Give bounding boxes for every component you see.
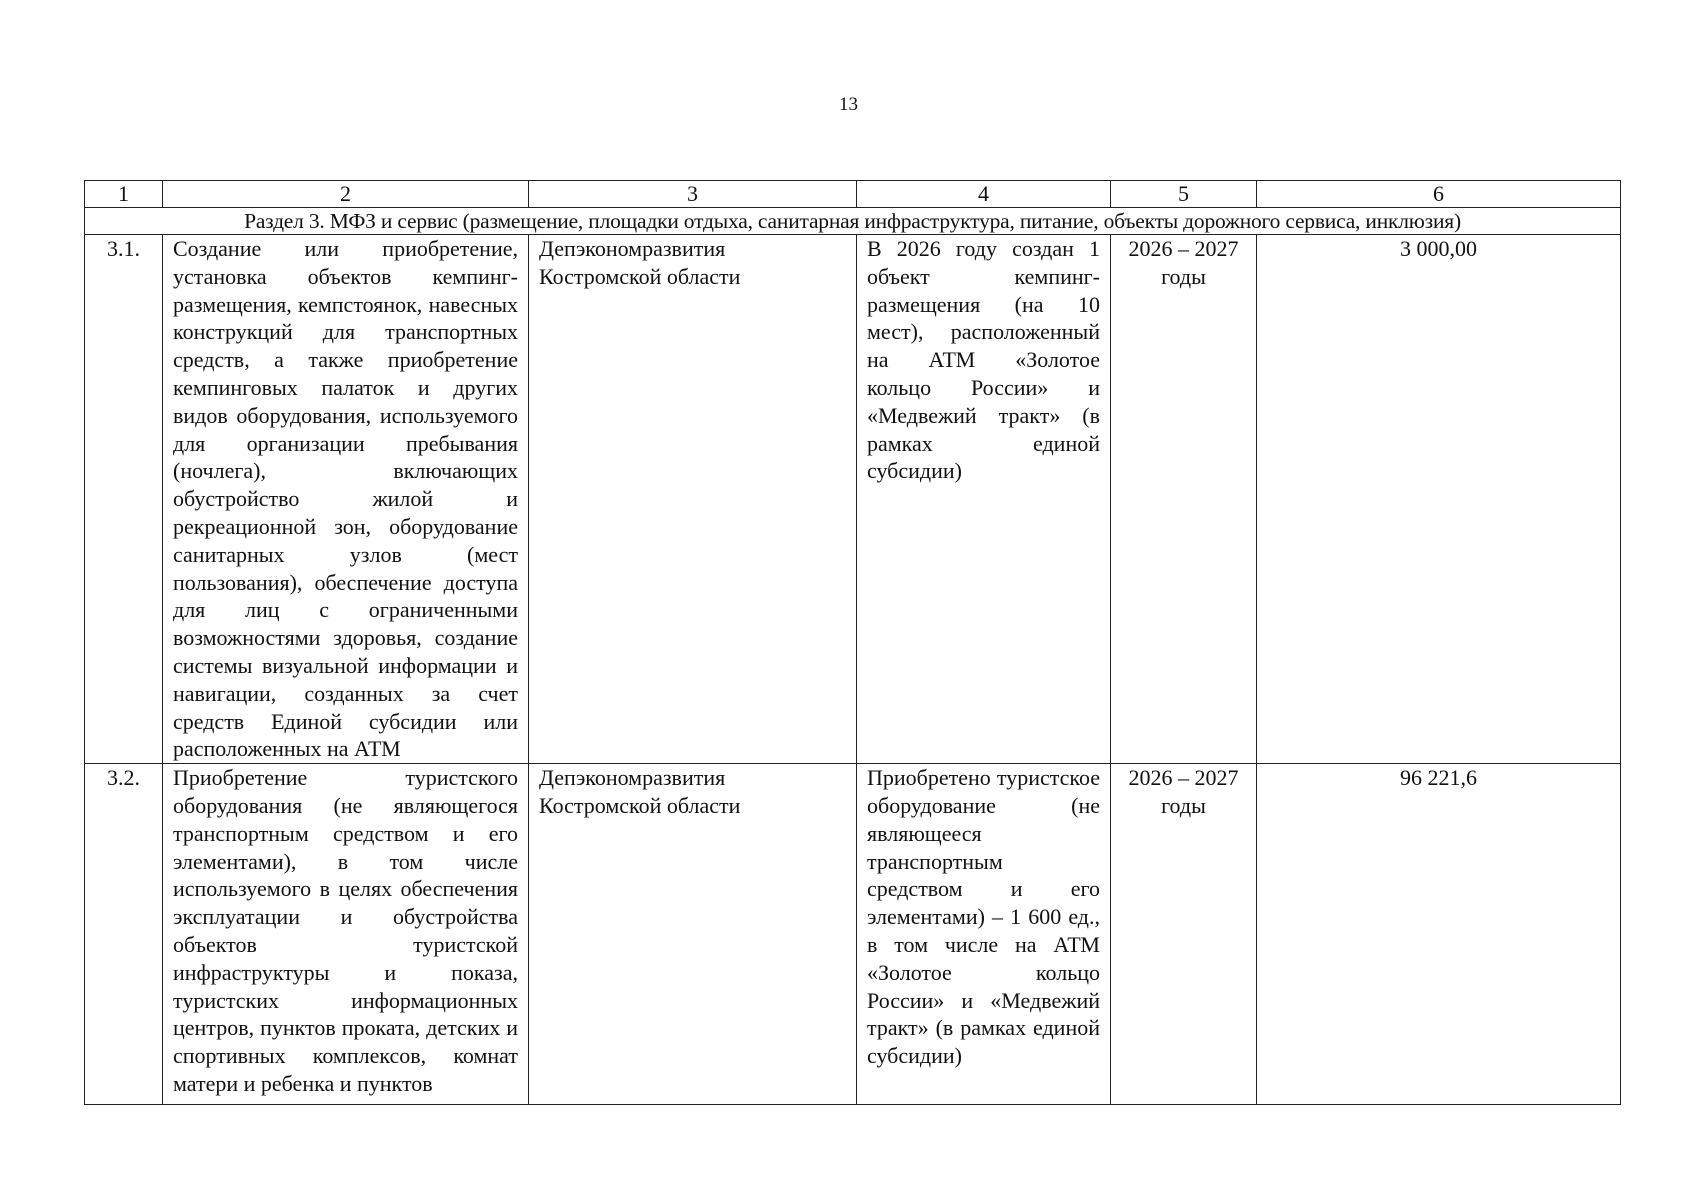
activity-description-cell xyxy=(163,764,529,1105)
column-number-2: 2 xyxy=(163,181,529,208)
implementation-period: 2026 – 2027 годы xyxy=(1111,235,1257,764)
implementation-period: 2026 – 2027 годы xyxy=(1111,764,1257,1105)
row-number: 3.1. xyxy=(85,235,163,764)
column-number-1: 1 xyxy=(85,181,163,208)
activity-description: Создание или приобретение, установка объектов кемпинг-размещения, кемпстоянок, навесных конструкций для транспортных средств, а также приобретение кемпинговых палаток и других видов оборудования, используемого для организации пребывания (ночлега), включающих обустройство жилой и рекреационной зон, оборудование санитарных узлов (мест пользования), обеспечение доступа для лиц с ограниченными возможностями здоровья, создание системы визуальной информации и навигации, созданных за счет средств Единой субсидии или расположенных на АТМ xyxy=(163,235,529,764)
column-number-6: 6 xyxy=(1257,181,1621,208)
executor: Депэкономразвития Костромской области xyxy=(529,235,857,764)
column-number-4: 4 xyxy=(857,181,1111,208)
expected-result: В 2026 году создан 1 объект кемпинг-размещения (на 10 мест), расположенный на АТМ «Золотое кольцо России» и «Медвежий тракт» (в рамках единой субсидии) xyxy=(857,235,1111,764)
column-number-row xyxy=(85,181,1621,208)
expected-result: Приобретено туристское оборудование (не являющееся транспортным средством и его элементами) – 1 600 ед., в том числе на АТМ «Золотое кольцо России» и «Медвежий тракт» (в рамках единой субсидии) xyxy=(857,764,1111,1105)
section-header-row xyxy=(85,208,1621,235)
funding-amount: 96 221,6 xyxy=(1257,764,1621,1105)
table-row xyxy=(85,764,1621,1105)
column-number-5: 5 xyxy=(1111,181,1257,208)
activity-description: Приобретение туристского оборудования (не являющегося транспортным средством и его элементами), в том числе используемого в целях обеспечения эксплуатации и обустройства объектов туристской инфраструктуры и показа, туристских информационных центров, пунктов проката, детских и спортивных комплексов, комнат матери и ребенка и пунктов xyxy=(173,765,518,1096)
row-number: 3.2. xyxy=(85,764,163,1105)
funding-amount: 3 000,00 xyxy=(1257,235,1621,764)
page-number: 13 xyxy=(839,94,858,115)
section-title: Раздел 3. МФЗ и сервис (размещение, площадки отдыха, санитарная инфраструктура, питание, объекты дорожного сервиса, инклюзия) xyxy=(85,208,1621,235)
executor: Депэкономразвития Костромской области xyxy=(529,764,857,1105)
program-table xyxy=(84,180,1621,1105)
table-row xyxy=(85,235,1621,764)
column-number-3: 3 xyxy=(529,181,857,208)
